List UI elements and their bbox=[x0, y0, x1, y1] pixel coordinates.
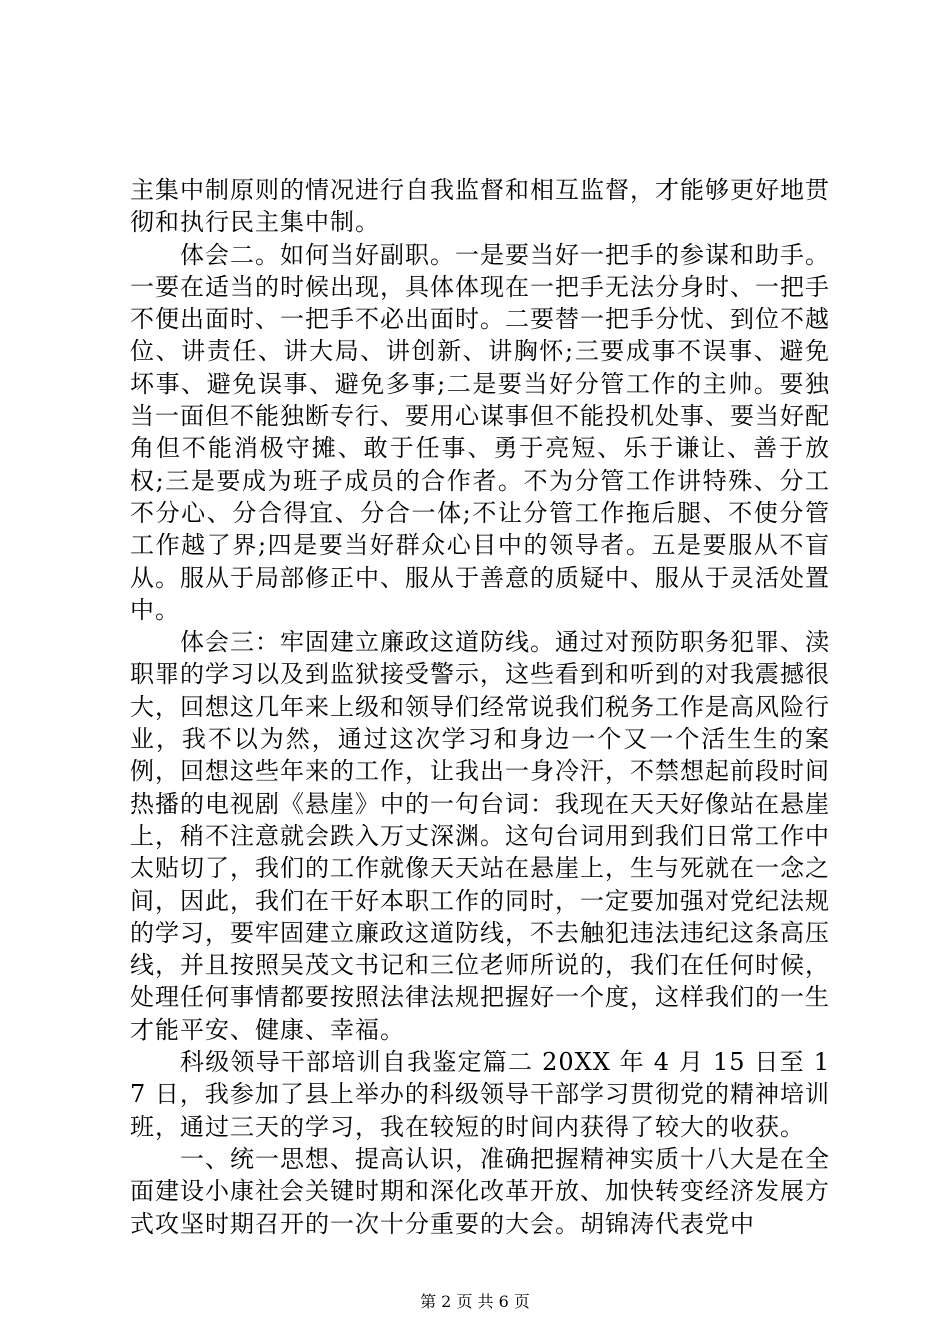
paragraph: 体会三：牢固建立廉政这道防线。通过对预防职务犯罪、渎职罪的学习以及到监狱接受警示，这些看到和听到的对我震撼很大，回想这几年来上级和领导们经常说我们税务工作是高风险行业，我不以为然，通过这次学习和身边一个又一个活生生的案例，回想这些年来的工作，让我出一身冷汗，不禁想起前段时间热播的电视剧《悬崖》中的一句台词：我现在天天好像站在悬崖上，稍不注意就会跌入万丈深渊。这句台词用到我们日常工作中太贴切了，我们的工作就像天天站在悬崖上，生与死就在一念之间，因此，我们在干好本职工作的同时，一定要加强对党纪法规的学习，要牢固建立廉政这道防线，不去触犯违法违纪这条高压线，并且按照吴茂文书记和三位老师所说的，我们在任何时候，处理任何事情都要按照法律法规把握好一个度，这样我们的一生才能平安、健康、幸福。 bbox=[130, 628, 830, 1044]
page-number-footer: 第 2 页 共 6 页 bbox=[420, 1292, 530, 1311]
paragraph: 体会二。如何当好副职。一是要当好一把手的参谋和助手。一要在适当的时候出现，具体体现在一把手无法分身时、一把手不便出面时、一把手不必出面时。二要替一把手分忧、到位不越位、讲责任、讲大局、讲创新、讲胸怀;三要成事不误事、避免坏事、避免误事、避免多事;二是要当好分管工作的主帅。要独当一面但不能独断专行、要用心谋事但不能投机处事、要当好配角但不能消极守摊、敢于任事、勇于亮短、乐于谦让、善于放权;三是要成为班子成员的合作者。不为分管工作讲特殊、分工不分心、分合得宜、分合一体;不让分管工作拖后腿、不使分管工作越了界;四是要当好群众心目中的领导者。五是要服从不盲从。服从于局部修正中、服从于善意的质疑中、服从于灵活处置中。 bbox=[130, 240, 830, 624]
paragraph: 主集中制原则的情况进行自我监督和相互监督，才能够更好地贯彻和执行民主集中制。 bbox=[130, 176, 830, 237]
paragraph: 一、统一思想、提高认识，准确把握精神实质十八大是在全面建设小康社会关键时期和深化改革开放、加快转变经济发展方式攻坚时期召开的一次十分重要的大会。胡锦涛代表党中 bbox=[130, 1144, 830, 1238]
paragraph: 科级领导干部培训自我鉴定篇二 20XX 年 4 月 15 日至 17 日，我参加了县上举办的科级领导干部学习贯彻党的精神培训班，通过三天的学习，我在较短的时间内获得了较大的收获。 bbox=[130, 1048, 830, 1141]
document-body bbox=[130, 174, 830, 1240]
